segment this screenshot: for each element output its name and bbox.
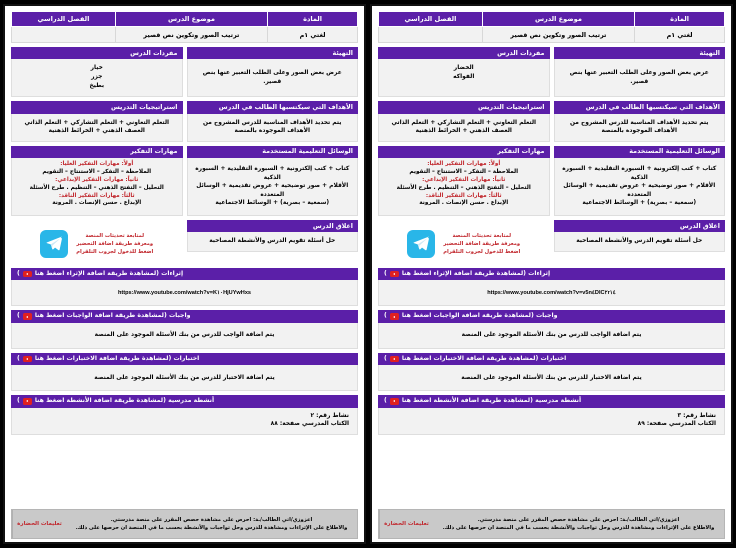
activity-heading-label: أنشطة مدرسية (لمشاهدة طريقة اضافة الأنشطة اضغط هنا: [401, 397, 582, 404]
closure-heading: اغلاق الدرس: [554, 220, 726, 232]
vocabulary-item: جزر: [91, 74, 103, 81]
column-secondary: [378, 47, 550, 268]
enrichment-paren: ): [384, 269, 387, 277]
thinking-skills-heading: مهارات التفكير: [378, 146, 550, 158]
thinking-third-label: ثالثاً: مهارات التفكير الناقد:: [425, 192, 502, 199]
thinking-second-label: ثانياً: مهارات التفكير الإبداعي:: [55, 176, 139, 183]
thinking-first-value: الملاحظة – التفكر – الاستنتاج – التقويم: [409, 168, 519, 175]
tests-heading[interactable]: [11, 353, 358, 365]
block-goals: [187, 101, 359, 141]
column-primary: [187, 47, 359, 268]
section-enrichment: [378, 268, 725, 306]
table-row: [12, 27, 358, 43]
homework-heading-label: واجبات (لمشاهدة طريقة اضافة الواجبات اضغط هنا: [34, 312, 191, 320]
value-subject: لغتي ١م: [635, 27, 725, 43]
strategies-heading: استراتيجيات التدريس: [378, 101, 550, 113]
thinking-first-label: أولاً: مهارات التفكير العليا:: [60, 160, 134, 167]
thinking-skills-heading: مهارات التفكير: [11, 146, 183, 158]
block-strategies: [11, 101, 183, 141]
homework-heading-label: واجبات (لمشاهدة طريقة اضافة الواجبات اضغط هنا: [401, 312, 558, 320]
preparation-body: عرض بعض الصور وعلى الطلب التعبير عنها بنص قصير.: [187, 59, 359, 97]
student-note-body: [433, 510, 724, 538]
homework-paren: ): [17, 312, 20, 320]
homework-heading[interactable]: [378, 310, 725, 322]
activity-body: [11, 408, 358, 436]
media-body: كتاب + كتب إلكترونية + السبورة التقليدية + السبورة الذكية الأقلام + صور توضيحية + عروض تقديمية + الوسائل المتعددة (سمعية – بصرية) + الوسائط الاجتماعية: [187, 158, 359, 216]
activity-page: الكتاب المدرسي صفحة: ٨٨: [270, 421, 349, 428]
table-header-row: [379, 12, 725, 27]
block-media: [554, 146, 726, 216]
activity-heading[interactable]: [11, 395, 358, 407]
tests-paren: ): [384, 354, 387, 362]
enrichment-heading[interactable]: [378, 268, 725, 280]
vocabulary-heading: مفردات الدرس: [11, 47, 183, 59]
promo-line-3: اضغط للدخول لجروب التلقرام: [76, 249, 154, 256]
student-note: [11, 509, 358, 539]
block-thinking-skills: [378, 146, 550, 216]
lesson-plan-panel-right: [370, 4, 733, 544]
vocabulary-item: الفواكه: [453, 74, 475, 81]
tests-body: يتم اضافة الاختبار للدرس من بنك الأسئلة الموجود على المنصة: [11, 365, 358, 391]
lesson-header-table: [378, 11, 725, 43]
telegram-promo[interactable]: [378, 220, 550, 268]
value-term: [12, 27, 116, 43]
youtube-icon[interactable]: [390, 313, 399, 320]
thinking-skills-body: [378, 158, 550, 216]
homework-body: يتم اضافة الواجب للدرس من بنك الأسئلة الموجود على المنصة: [378, 323, 725, 349]
block-media: [187, 146, 359, 216]
homework-heading[interactable]: [11, 310, 358, 322]
thinking-third-value: الإبداع . حسن الإنصات . المرونة: [419, 200, 509, 207]
preparation-heading: التهيئة: [554, 47, 726, 59]
youtube-icon[interactable]: [23, 398, 32, 405]
media-body: كتاب + كتب إلكترونية + السبورة التقليدية + السبورة الذكية الأقلام + صور توضيحية + عروض تقديمية + الوسائل المتعددة (سمعية – بصرية) + الوسائط الاجتماعية: [554, 158, 726, 216]
closure-body: حل أسئلة تقويم الدرس والأنشطة المصاحبة: [187, 232, 359, 252]
block-closure: [554, 220, 726, 252]
block-vocabulary: [11, 47, 183, 97]
telegram-icon[interactable]: [40, 230, 68, 258]
closure-heading: اغلاق الدرس: [187, 220, 359, 232]
block-strategies: [378, 101, 550, 141]
closure-body: حل أسئلة تقويم الدرس والأنشطة المصاحبة: [554, 232, 726, 252]
section-tests: [11, 353, 358, 391]
header-cell-topic: موضوع الدرس: [482, 12, 634, 27]
preparation-body: عرض بعض الصور وعلى الطلب التعبير عنها بنص قصير.: [554, 59, 726, 97]
youtube-icon[interactable]: [390, 356, 399, 363]
lesson-plan-panel-left: [3, 4, 366, 544]
enrichment-heading-label: إثراءات (لمشاهدة طريقة اضافة الإثراء اضغط هنا: [34, 269, 184, 277]
promo-line-1: لمتابعة تحديثات المنصة: [85, 232, 145, 239]
activity-number: نشاط رقم: ٢: [310, 412, 349, 419]
tests-heading-label: اختبارات (لمشاهدة طريقة اضافة الاختبارات اضغط هنا: [34, 354, 200, 362]
column-primary: [554, 47, 726, 268]
block-thinking-skills: [11, 146, 183, 216]
top-blocks-grid: [378, 47, 725, 268]
youtube-icon[interactable]: [23, 356, 32, 363]
note-line-2: والاطلاع على الإثراءات ومشاهدة للدرس وحل تواجبات والأنشطة بحسب ما في المنصة ان حرصها على ذلك.: [75, 525, 348, 531]
section-homework: [378, 310, 725, 348]
thinking-second-value: التحليل – التفتح الذهني – التنظيم . طرح الأسئلة: [29, 184, 164, 191]
header-cell-subject: المادة: [635, 12, 725, 27]
goals-heading: الأهداف التي سيكتسبها الطالب في الدرس: [187, 101, 359, 113]
enrichment-heading[interactable]: [11, 268, 358, 280]
telegram-promo-text: [76, 232, 153, 256]
enrichment-heading-label: إثراءات (لمشاهدة طريقة اضافة الإثراء اضغط هنا: [401, 269, 551, 277]
section-enrichment: [11, 268, 358, 306]
enrichment-link[interactable]: https://www.youtube.com/watch?v=K١٠HjUYwHxs: [11, 280, 358, 306]
note-line-1: اعزوزي/اتي الطالب/ـة: احرص على مشاهدة حصص المقرر على منصة مدرستي.: [110, 516, 313, 523]
activity-paren: ): [384, 397, 387, 404]
media-heading: الوسائل التعليمية المستخدمة: [554, 146, 726, 158]
youtube-icon[interactable]: [23, 313, 32, 320]
goals-heading: الأهداف التي سيكتسبها الطالب في الدرس: [554, 101, 726, 113]
thinking-third-value: الإبداع . حسن الإنصات . المرونة: [52, 200, 142, 207]
promo-line-2: ومعرفة طريقة اضافة التحضير: [76, 240, 154, 247]
thinking-first-value: الملاحظة – التفكر – الاستنتاج – التقويم: [42, 168, 152, 175]
strategies-body: التعلم التعاوني + التعلم التشاركي + التعلم الذاتي العصف الذهني + الخرائط الذهنية: [11, 114, 183, 142]
goals-body: يتم تحديد الأهداف المناسبة للدرس المشروح من الأهداف الموجودة بالمنصة: [187, 114, 359, 142]
activity-page: الكتاب المدرسي صفحة: ٨٩: [637, 421, 716, 428]
promo-line-2: ومعرفة طريقة اضافة التحضير: [443, 240, 521, 247]
homework-paren: ): [384, 312, 387, 320]
tests-body: يتم اضافة الاختبار للدرس من بنك الأسئلة الموجود على المنصة: [378, 365, 725, 391]
table-header-row: [12, 12, 358, 27]
block-preparation: [554, 47, 726, 97]
value-topic: ترتيب الصور وتكوين نص قصير: [482, 27, 634, 43]
tests-paren: ): [17, 354, 20, 362]
thinking-skills-body: [11, 158, 183, 216]
strategies-heading: استراتيجيات التدريس: [11, 101, 183, 113]
student-note-label: تعليمات الحضارة: [12, 510, 66, 538]
vocabulary-body: [378, 59, 550, 97]
table-row: [379, 27, 725, 43]
section-homework: [11, 310, 358, 348]
activity-number: نشاط رقم: ٣: [677, 412, 716, 419]
value-subject: لغتي ١م: [268, 27, 358, 43]
youtube-icon[interactable]: [390, 271, 399, 278]
value-topic: ترتيب الصور وتكوين نص قصير: [115, 27, 267, 43]
header-cell-term: الفصل الدراسي: [379, 12, 483, 27]
telegram-icon[interactable]: [407, 230, 435, 258]
top-blocks-grid: [11, 47, 358, 268]
block-preparation: [187, 47, 359, 97]
section-activity: [378, 395, 725, 435]
tests-heading-label: اختبارات (لمشاهدة طريقة اضافة الاختبارات اضغط هنا: [401, 354, 567, 362]
activity-heading[interactable]: [378, 395, 725, 407]
thinking-first-label: أولاً: مهارات التفكير العليا:: [427, 160, 501, 167]
strategies-body: التعلم التعاوني + التعلم التشاركي + التعلم الذاتي العصف الذهني + الخرائط الذهنية: [378, 114, 550, 142]
promo-line-1: لمتابعة تحديثات المنصة: [452, 232, 512, 239]
activity-body: [378, 408, 725, 436]
note-line-2: والاطلاع على الإثراءات ومشاهدة للدرس وحل تواجبات والأنشطة بحسب ما في المنصة ان حرصها على ذلك.: [442, 525, 715, 531]
header-cell-term: الفصل الدراسي: [12, 12, 116, 27]
vocabulary-item: خيار: [90, 65, 103, 72]
youtube-icon[interactable]: [23, 271, 32, 278]
preparation-heading: التهيئة: [187, 47, 359, 59]
promo-line-3: اضغط للدخول لجروب التلقرام: [443, 249, 521, 256]
header-cell-topic: موضوع الدرس: [115, 12, 267, 27]
activity-paren: ): [17, 397, 20, 404]
activity-heading-label: أنشطة مدرسية (لمشاهدة طريقة اضافة الأنشطة اضغط هنا: [34, 397, 215, 404]
header-cell-subject: المادة: [268, 12, 358, 27]
vocabulary-heading: مفردات الدرس: [378, 47, 550, 59]
vocabulary-body: [11, 59, 183, 97]
student-note-label: تعليمات الحضارة: [379, 510, 433, 538]
section-activity: [11, 395, 358, 435]
vocabulary-item: الخضار: [453, 65, 474, 72]
telegram-promo[interactable]: [11, 220, 183, 268]
column-secondary: [11, 47, 183, 268]
thinking-second-label: ثانياً: مهارات التفكير الإبداعي:: [422, 176, 506, 183]
lesson-header-table: [11, 11, 358, 43]
block-goals: [554, 101, 726, 141]
media-heading: الوسائل التعليمية المستخدمة: [187, 146, 359, 158]
thinking-third-label: ثالثاً: مهارات التفكير الناقد:: [58, 192, 135, 199]
vocabulary-item: بطيخ: [89, 83, 105, 90]
note-line-1: اعزوزي/اتي الطالب/ـة: احرص على مشاهدة حصص المقرر على منصة مدرستي.: [477, 516, 680, 523]
youtube-icon[interactable]: [390, 398, 399, 405]
section-tests: [378, 353, 725, 391]
student-note: [378, 509, 725, 539]
block-closure: [187, 220, 359, 252]
value-term: [379, 27, 483, 43]
tests-heading[interactable]: [378, 353, 725, 365]
student-note-body: [66, 510, 357, 538]
goals-body: يتم تحديد الأهداف المناسبة للدرس المشروح من الأهداف الموجودة بالمنصة: [554, 114, 726, 142]
block-vocabulary: [378, 47, 550, 97]
telegram-promo-text: [443, 232, 520, 256]
homework-body: يتم اضافة الواجب للدرس من بنك الأسئلة الموجود على المنصة: [11, 323, 358, 349]
enrichment-link[interactable]: https://www.youtube.com/watch?v=v5n٤DIC٢r١٤: [378, 280, 725, 306]
thinking-second-value: التحليل – التفتح الذهني – التنظيم . طرح الأسئلة: [396, 184, 531, 191]
enrichment-paren: ): [17, 269, 20, 277]
